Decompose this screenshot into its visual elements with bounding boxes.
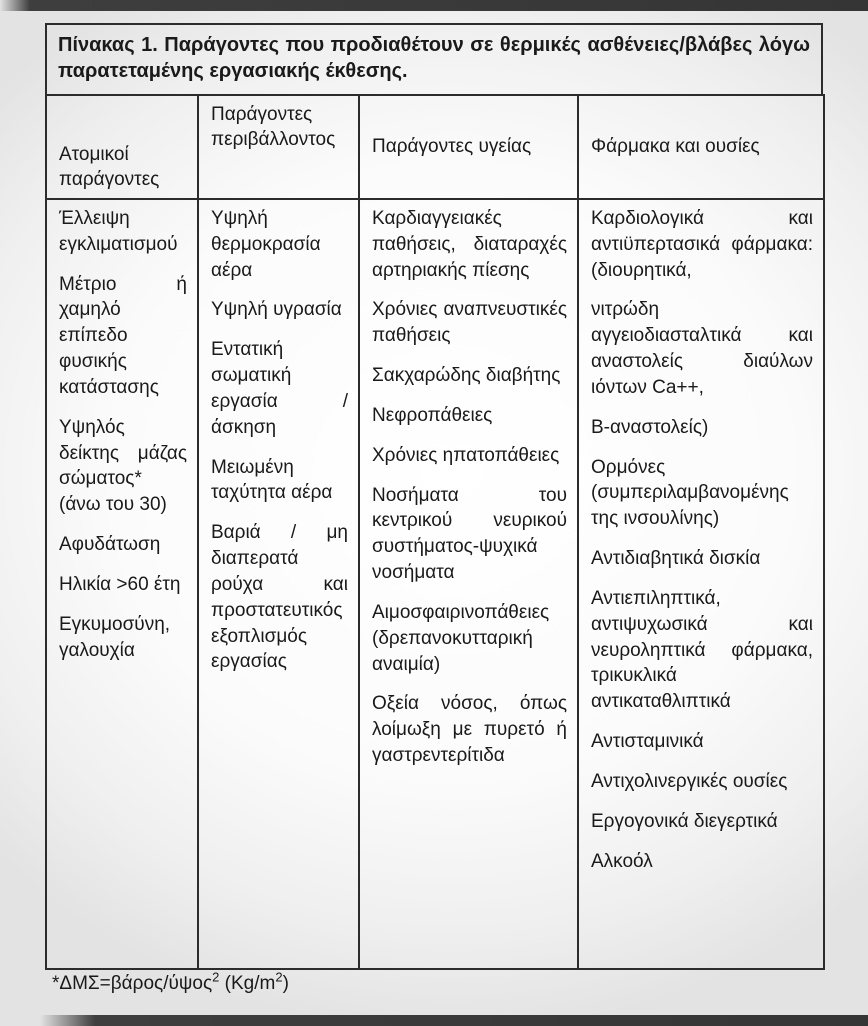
cell-paragraph: Μειωμένη ταχύτητα αέρα [211,456,333,504]
cell-paragraph: Υψηλή θερμοκρασία αέρα [211,208,321,281]
cell-paragraph: Χρόνιες ηπατοπάθειες [372,444,560,466]
cell-paragraph: Χρόνιες αναπνευστικές παθήσεις [372,299,567,347]
cell-health-factors [359,199,578,969]
cell-paragraph: Β-αναστολείς) [591,416,709,438]
cell-paragraph: Αντιεπιληπτικά, αντιψυχωσικά και νευροληπτικά φάρμακα, τρικυκλικά αντικαταθλιπτικά [591,587,813,713]
header-row [46,95,824,199]
predisposing-factors-table [45,94,825,970]
cell-paragraph: Νεφροπάθειες [372,404,493,426]
cell-drugs-substances [578,199,824,969]
cell-paragraph: νιτρώδη αγγειοδιασταλτικά και αναστολείς διαύλων ιόντων Ca++, [591,299,813,398]
page-edge-bottom [0,1015,868,1026]
table-footnote [52,969,289,997]
body-row [46,199,824,969]
cell-paragraph: Σακχαρώδης διαβήτης [372,365,561,387]
cell-paragraph: Αντισταμινικά [591,731,704,753]
cell-paragraph: Αντιχολινεργικές ουσίες [591,770,788,792]
footnote-superscript: 2 [275,969,283,985]
footnote-text: (Kg/m [219,973,276,994]
table-title: Πίνακας 1. Παράγοντες που προδιαθέτουν σε θερμικές ασθένειες/βλάβες λόγω παρατεταμένης εργασιακής έκθεσης. [45,23,823,96]
cell-paragraph: Ορμόνες (συμπεριλαμβανομένης της ινσουλίνης) [591,456,789,530]
cell-paragraph: Αντιδιαβητικά δισκία [591,548,761,570]
cell-paragraph: Μέτριο ή χαμηλό επίπεδο φυσικής κατάστασης [59,273,187,398]
cell-individual-factors [46,199,198,969]
footnote-text: *ΔΜΣ=βάρος/ύψος [52,973,213,994]
cell-paragraph: Αφυδάτωση [59,534,161,556]
cell-paragraph: Αιμοσφαιρινοπάθειες (δρεπανοκυτταρική αναιμία) [372,601,550,675]
cell-paragraph: Οξεία νόσος, όπως λοίμωξη με πυρετό ή γαστρεντερίτιδα [372,693,567,767]
cell-paragraph: Έλλειψη εγκλιματισμού [59,208,178,255]
cell-paragraph: Καρδιαγγειακές παθήσεις, διαταραχές αρτηριακής πίεσης [372,208,567,281]
column-header-drugs-substances: Φάρμακα και ουσίες [578,95,824,199]
cell-paragraph: Εγκυμοσύνη, γαλουχία [59,613,171,661]
cell-paragraph: Εντατική σωματική εργασία / άσκηση [211,339,348,438]
cell-paragraph: Αλκοόλ [591,850,653,872]
cell-paragraph: Υψηλή υγρασία [211,299,342,321]
footnote-superscript: 2 [212,969,220,985]
page-edge-top [0,0,868,11]
cell-paragraph: Βαριά / μη διαπερατά ρούχα και προστατευτικός εξοπλισμός εργασίας [211,522,348,673]
column-header-health-factors: Παράγοντες υγείας [359,95,578,199]
cell-paragraph: Εργογονικά διεγερτικά [591,810,778,832]
column-header-environmental-factors: Παράγοντες περιβάλλοντος [198,95,359,199]
cell-paragraph: Καρδιολογικά και αντιϋπερτασικά φάρμακα: (διουρητικά, [591,208,813,281]
cell-paragraph: Υψηλός δείκτης μάζας σώματος* (άνω του 30) [59,416,187,516]
cell-paragraph: Νοσήματα του κεντρικού νευρικού συστήματος-ψυχικά νοσήματα [372,484,567,584]
cell-environmental-factors [198,199,359,969]
footnote-text: ) [282,973,289,994]
column-header-individual-factors: Ατομικοί παράγοντες [46,95,198,199]
cell-paragraph: Ηλικία >60 έτη [59,573,181,595]
